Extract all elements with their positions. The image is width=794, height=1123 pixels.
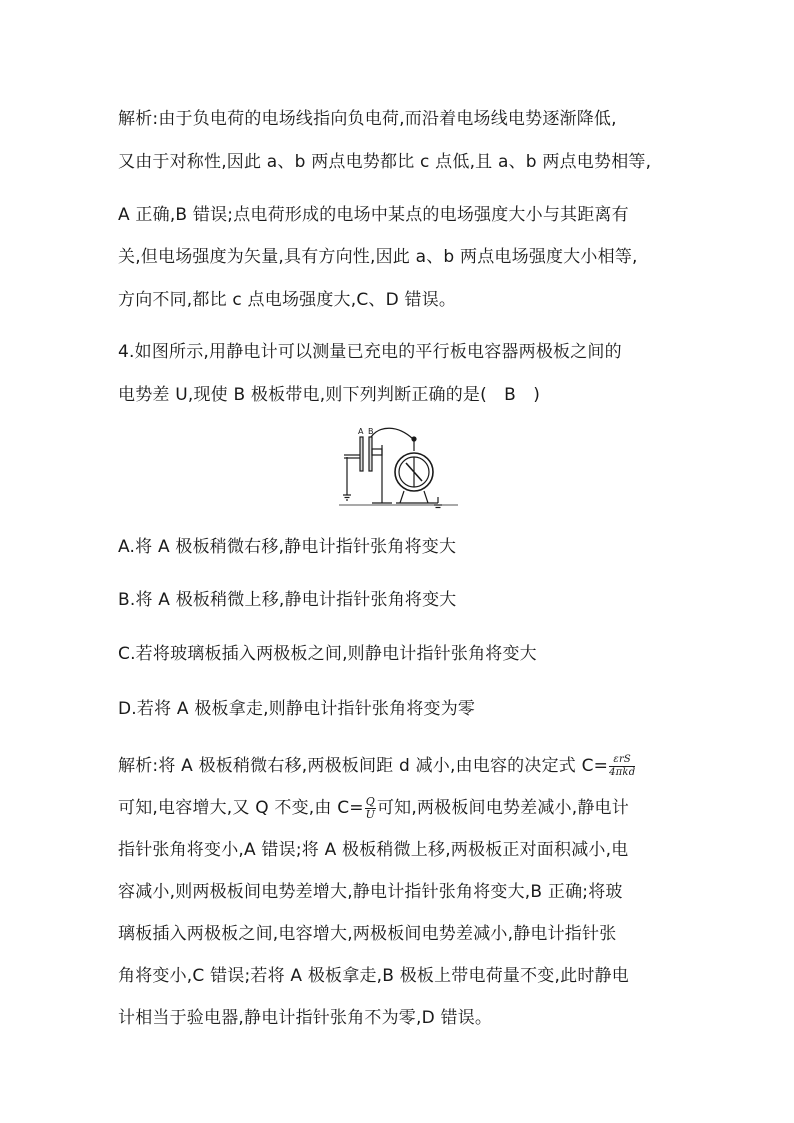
analysis4-line-1 (118, 754, 688, 778)
analysis3-line: 方向不同,都比 c 点电场强度大,C、D 错误。 (118, 290, 457, 310)
formula-numerator: Q (365, 794, 375, 808)
question4-stem-line: 电势差 U,现使 B 极板带电,则下列判断正确的是( B ) (118, 385, 541, 405)
capacitance-formula (609, 755, 635, 778)
option-b: B.将 A 极板稍微上移,静电计指针张角将变大 (118, 590, 457, 610)
analysis3-line: A 正确,B 错误;点电荷形成的电场中某点的电场强度大小与其距离有 (118, 205, 629, 225)
formula-numerator: εrS (609, 755, 635, 767)
analysis4-line-2 (118, 796, 688, 820)
analysis4-line: 璃板插入两极板之间,电容增大,两极板间电势差减小,静电计指针张 (118, 924, 617, 944)
option-a: A.将 A 极板稍微右移,静电计指针张角将变大 (118, 537, 457, 557)
option-d: D.若将 A 极板拿走,则静电计指针张角将变为零 (118, 699, 476, 719)
analysis4-line: 指针张角将变小,A 错误;将 A 极板稍微上移,两极板正对面积减小,电 (118, 840, 629, 860)
plate-a (360, 437, 363, 471)
analysis3-line: 又由于对称性,因此 a、b 两点电势都比 c 点低,且 a、b 两点电势相等, (118, 152, 652, 172)
analysis4-line: 容减小,则两极板间电势差增大,静电计指针张角将变大,B 正确;将玻 (118, 882, 623, 902)
plate-label-b: B (368, 427, 374, 436)
analysis4-line: 计相当于验电器,静电计指针张角不为零,D 错误。 (118, 1008, 493, 1028)
question4-stem-line: 4.如图所示,用静电计可以测量已充电的平行板电容器两极板之间的 (118, 342, 622, 362)
analysis4-text: 可知,电容增大,又 Q 不变,由 C= (118, 798, 364, 818)
analysis3-line: 解析:由于负电荷的电场线指向负电荷,而沿着电场线电势逐渐降低, (118, 109, 617, 129)
formula-denominator: U (365, 807, 376, 821)
formula-denominator: 4πkd (609, 766, 636, 778)
analysis4-text: 可知,两极板间电势差减小,静电计 (376, 798, 629, 818)
capacitance-definition-formula (365, 794, 376, 821)
plate-label-a: A (358, 427, 364, 436)
analysis4-text: 解析:将 A 极板稍微右移,两极板间距 d 减小,由电容的决定式 C= (118, 756, 609, 776)
connecting-wire (371, 428, 413, 439)
analysis4-line: 角将变小,C 错误;若将 A 极板拿走,B 极板上带电荷量不变,此时静电 (118, 966, 629, 986)
option-c: C.若将玻璃板插入两极板之间,则静电计指针张角将变大 (118, 644, 537, 664)
capacitor-electrometer-figure (338, 425, 460, 511)
analysis3-line: 关,但电场强度为矢量,具有方向性,因此 a、b 两点电场强度大小相等, (118, 247, 638, 267)
